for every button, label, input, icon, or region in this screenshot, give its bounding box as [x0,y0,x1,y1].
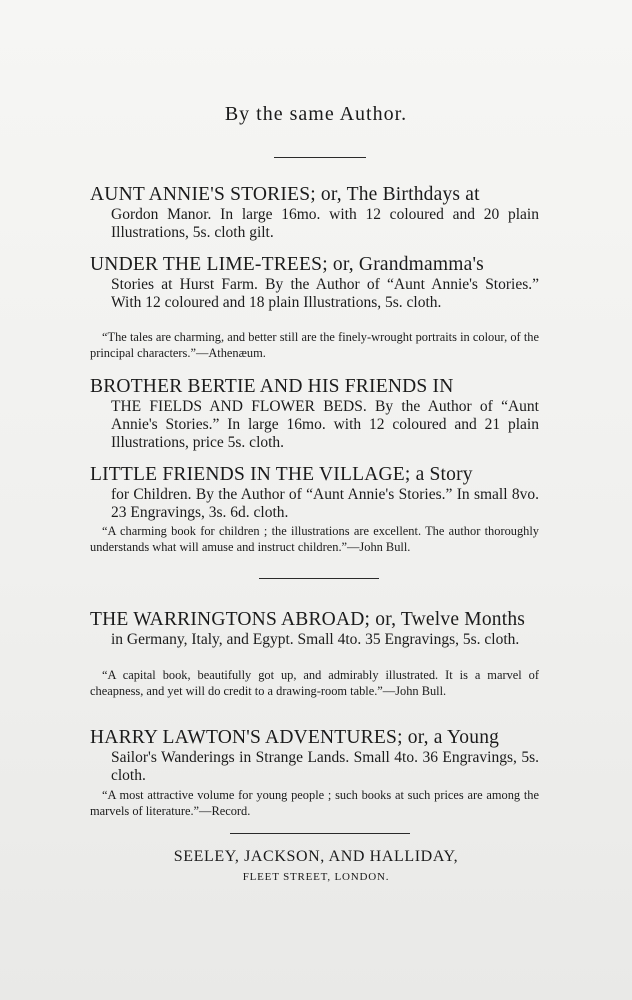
book-description: Stories at Hurst Farm. By the Author of “Aunt Annie's Stories.” With 12 coloured and 18 plain Illustrations, 5s. cloth. [111,275,539,311]
entry-title-line [90,465,539,485]
book-entry [90,465,539,522]
entry-title-line [90,728,539,748]
book-subtitle: ; or, Twelve Months [364,609,526,630]
book-title: AUNT ANNIE'S STORIES [90,184,311,205]
publisher-address: FLEET STREET, LONDON. [242,871,390,883]
entry-title-line [90,255,539,275]
book-subtitle: ; or, Grandmamma's [322,254,484,275]
book-entry [90,185,539,242]
book-entry [90,610,539,649]
heading-rule [274,157,366,158]
entry-title-line [90,377,539,397]
book-title: THE WARRINGTONS ABROAD [90,609,365,630]
book-entry [90,255,539,312]
book-title: UNDER THE LIME-TREES [90,254,323,275]
section-divider [259,578,379,579]
book-description: Gordon Manor. In large 16mo. with 12 coloured and 20 plain Illustrations, 5s. cloth gilt. [111,205,539,241]
imprint-rule [230,833,410,834]
entry-title-line [90,610,539,630]
book-entry [90,377,539,452]
book-title: LITTLE FRIENDS IN THE VILLAGE [90,464,405,485]
book-description: in Germany, Italy, and Egypt. Small 4to. 35 Engravings, 5s. cloth. [111,630,520,648]
book-title: HARRY LAWTON'S ADVENTURES [90,727,398,748]
review-quote: “A most attractive volume for young people ; such books at such prices are among the marvels of literature.”—Record. [90,788,539,818]
book-entry [90,728,539,785]
book-subtitle: ; or, a Young [397,727,500,748]
review-quote: “A capital book, beautifully got up, and admirably illustrated. It is a marvel of cheapness, and yet will do credit to a drawing-room table.”—John Bull. [90,668,539,698]
page-heading: By the same Author. [224,103,408,125]
publisher-name: SEELEY, JACKSON, AND HALLIDAY, [173,848,459,865]
entry-title-line [90,185,539,205]
book-title: BROTHER BERTIE AND HIS FRIENDS IN [90,376,454,397]
review-quote: “A charming book for children ; the illustrations are excellent. The author thoroughly understands what will amuse and instruct children.”—John Bull. [90,524,539,554]
book-subtitle: ; a Story [404,464,473,485]
review-quote: “The tales are charming, and better still are the finely-wrought portraits in colour, of the principal characters.”—Athenæum. [90,330,539,360]
book-subtitle: ; or, The Birthdays at [310,184,480,205]
book-description: Sailor's Wanderings in Strange Lands. Small 4to. 36 Engravings, 5s. cloth. [111,748,539,784]
book-description: for Children. By the Author of “Aunt Annie's Stories.” In small 8vo. 23 Engravings, 3s. 6d. cloth. [111,485,539,521]
book-description: THE FIELDS AND FLOWER BEDS. By the Author of “Aunt Annie's Stories.” In large 16mo. with 12 coloured and 21 plain Illustrations, price 5s. cloth. [111,397,539,452]
